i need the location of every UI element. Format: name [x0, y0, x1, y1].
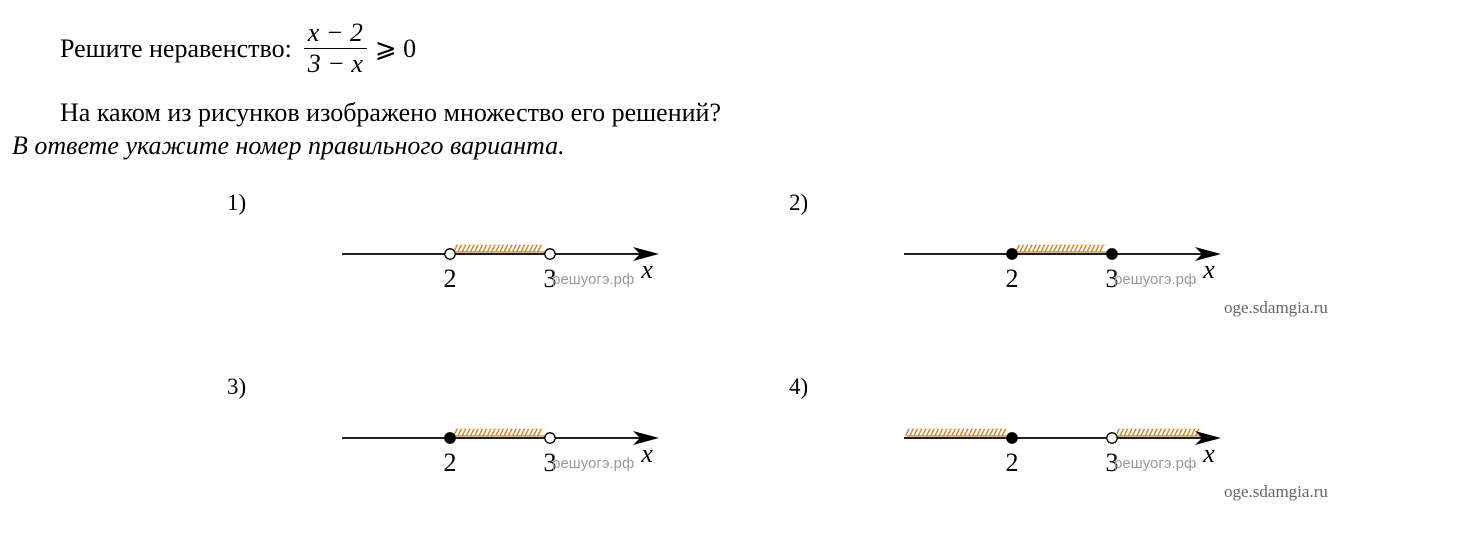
shaded-region	[454, 429, 545, 436]
option-label: 3)	[227, 374, 247, 399]
axis-variable: x	[641, 439, 653, 468]
option-4[interactable]	[789, 374, 1349, 534]
option-label: 2)	[789, 190, 809, 215]
site-watermark: oge.sdamgia.ru	[1224, 482, 1328, 501]
point-3-closed	[1107, 249, 1117, 259]
shaded-region	[1116, 429, 1201, 436]
fraction-numerator: x − 2	[307, 18, 363, 47]
tick-label: 2	[1005, 264, 1019, 293]
number-line-4	[789, 374, 1349, 484]
prompt-label: Решите неравенство:	[60, 33, 292, 63]
point-3-open	[1107, 433, 1117, 443]
tick-label: 3	[1105, 448, 1119, 477]
option-3[interactable]	[227, 374, 787, 534]
fraction-denominator: 3 − x	[307, 49, 363, 78]
point-3-open	[545, 249, 555, 259]
point-2-closed	[1007, 249, 1017, 259]
shaded-region	[454, 245, 545, 252]
point-2-closed	[1007, 433, 1017, 443]
option-label: 4)	[789, 374, 809, 399]
point-2-open	[445, 249, 455, 259]
point-3-open	[545, 433, 555, 443]
fraction	[304, 18, 367, 79]
site-watermark: oge.sdamgia.ru	[1224, 298, 1328, 317]
inline-watermark: решуогэ.рф	[1114, 455, 1197, 472]
number-line-1	[227, 190, 787, 300]
tick-label: 3	[543, 448, 557, 477]
answer-instruction: В ответе укажите номер правильного варианта.	[12, 131, 565, 160]
option-2[interactable]	[789, 190, 1349, 350]
point-2-closed	[445, 433, 455, 443]
axis-variable: x	[1203, 255, 1215, 284]
axis-variable: x	[1203, 439, 1215, 468]
inline-watermark: решуогэ.рф	[552, 455, 635, 472]
option-label: 1)	[227, 190, 247, 215]
number-line-3	[227, 374, 787, 484]
inequality-relation: ⩾ 0	[374, 33, 417, 63]
tick-label: 2	[443, 448, 457, 477]
inline-watermark: решуогэ.рф	[552, 271, 635, 288]
question-text: На каком из рисунков изображено множество его решений?	[60, 98, 722, 127]
option-1[interactable]	[227, 190, 787, 350]
number-line-2	[789, 190, 1349, 300]
tick-label: 2	[1005, 448, 1019, 477]
tick-label: 3	[543, 264, 557, 293]
shaded-region	[906, 429, 1007, 436]
shaded-region	[1016, 245, 1107, 252]
tick-label: 3	[1105, 264, 1119, 293]
tick-label: 2	[443, 264, 457, 293]
inline-watermark: решуогэ.рф	[1114, 271, 1197, 288]
problem-prompt	[60, 18, 416, 79]
axis-variable: x	[641, 255, 653, 284]
